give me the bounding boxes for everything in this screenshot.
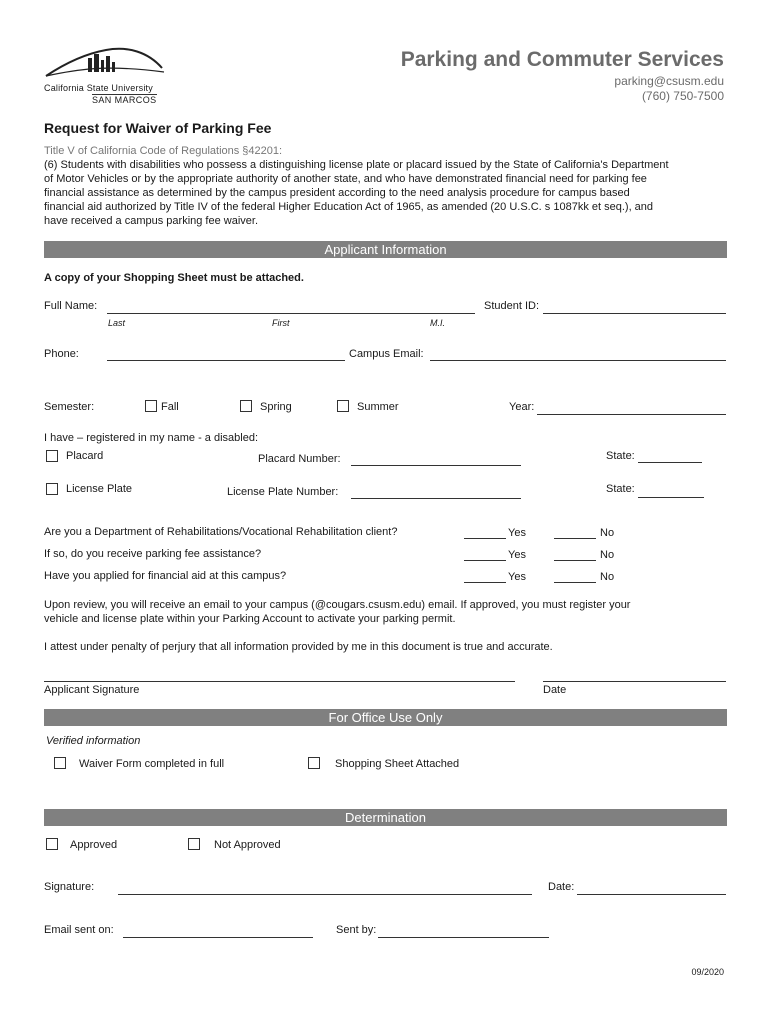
intro-line: of Motor Vehicles or by the appropriate authority of another state, and who have demonstrated financial need for parking fee (44, 173, 647, 185)
intro-line: have received a campus parking fee waiver. (44, 215, 259, 227)
header-title: Parking and Commuter Services (400, 48, 724, 71)
full-name-field[interactable] (107, 313, 475, 314)
full-name-label: Full Name: (44, 300, 98, 312)
license-plate-number-label: License Plate Number: (227, 486, 339, 498)
applicant-section-header: Applicant Information (44, 241, 727, 258)
office-section-header: For Office Use Only (44, 709, 727, 726)
placard-state-label: State: (606, 450, 635, 462)
form-title: Request for Waiver of Parking Fee (44, 120, 272, 136)
campus-email-label: Campus Email: (349, 348, 424, 360)
waiver-form-checkbox[interactable] (54, 757, 66, 769)
year-field[interactable] (537, 414, 726, 415)
student-id-field[interactable] (543, 313, 726, 314)
license-state-field[interactable] (638, 497, 704, 498)
assistance-yes-field[interactable] (464, 560, 506, 561)
year-label: Year: (509, 401, 535, 413)
assistance-question: If so, do you receive parking fee assistance? (44, 548, 262, 560)
semester-label: Semester: (44, 401, 95, 413)
logo-line1: California State University (44, 83, 153, 93)
applicant-date-label: Date (543, 684, 567, 696)
placard-number-label: Placard Number: (258, 453, 341, 465)
review-text: Upon review, you will receive an email to your campus (@cougars.csusm.edu) email. If approved, you must register your (44, 599, 631, 611)
regulation-reference: Title V of California Code of Regulations §42201: (44, 145, 283, 157)
student-id-label: Student ID: (484, 300, 540, 312)
financial-aid-no-label: No (600, 571, 615, 583)
license-plate-label: License Plate (66, 483, 133, 495)
determination-section-header: Determination (44, 809, 727, 826)
shopping-sheet-note: A copy of your Shopping Sheet must be attached. (44, 272, 304, 284)
verified-label: Verified information (46, 735, 141, 747)
license-plate-number-field[interactable] (351, 498, 521, 499)
fall-checkbox[interactable] (145, 400, 157, 412)
last-name-sublabel: Last (108, 318, 126, 328)
assistance-no-label: No (600, 549, 615, 561)
rehab-no-field[interactable] (554, 538, 596, 539)
approved-checkbox[interactable] (46, 838, 58, 850)
logo-skyline-icon (44, 44, 166, 80)
email-sent-field[interactable] (123, 937, 313, 938)
applicant-signature-field[interactable] (44, 681, 515, 682)
rehab-question: Are you a Department of Rehabilitations/Vocational Rehabilitation client? (44, 526, 398, 538)
rehab-yes-label: Yes (508, 527, 526, 539)
summer-label: Summer (357, 401, 399, 413)
logo-line2: SAN MARCOS (92, 95, 157, 105)
header-email[interactable]: parking@csusm.edu (614, 74, 724, 88)
applicant-signature-label: Applicant Signature (44, 684, 140, 696)
rehab-no-label: No (600, 527, 615, 539)
not-approved-label: Not Approved (214, 839, 281, 851)
sent-by-label: Sent by: (336, 924, 377, 936)
license-state-label: State: (606, 483, 635, 495)
attestation-text: I attest under penalty of perjury that all information provided by me in this document is true and accurate. (44, 641, 553, 653)
financial-aid-no-field[interactable] (554, 582, 596, 583)
registered-label: I have – registered in my name - a disabled: (44, 432, 259, 444)
spring-label: Spring (260, 401, 292, 413)
rehab-yes-field[interactable] (464, 538, 506, 539)
header-phone: (760) 750-7500 (641, 89, 724, 103)
phone-field[interactable] (107, 360, 345, 361)
office-date-field[interactable] (577, 894, 726, 895)
waiver-form-label: Waiver Form completed in full (79, 758, 225, 770)
spring-checkbox[interactable] (240, 400, 252, 412)
sent-by-field[interactable] (378, 937, 549, 938)
office-signature-field[interactable] (118, 894, 532, 895)
fall-label: Fall (161, 401, 179, 413)
office-date-label: Date: (548, 881, 575, 893)
office-signature-label: Signature: (44, 881, 95, 893)
shopping-sheet-label: Shopping Sheet Attached (335, 758, 460, 770)
review-text: vehicle and license plate within your Parking Account to activate your parking permit. (44, 613, 456, 625)
financial-aid-question: Have you applied for financial aid at this campus? (44, 570, 287, 582)
assistance-yes-label: Yes (508, 549, 526, 561)
phone-label: Phone: (44, 348, 79, 360)
financial-aid-yes-label: Yes (508, 571, 526, 583)
intro-line: financial assistance as determined by the campus president according to the need analysis procedure for campus based (44, 187, 630, 199)
placard-state-field[interactable] (638, 462, 702, 463)
assistance-no-field[interactable] (554, 560, 596, 561)
shopping-sheet-checkbox[interactable] (308, 757, 320, 769)
not-approved-checkbox[interactable] (188, 838, 200, 850)
campus-email-field[interactable] (430, 360, 726, 361)
summer-checkbox[interactable] (337, 400, 349, 412)
applicant-date-field[interactable] (543, 681, 726, 682)
mi-sublabel: M.I. (430, 318, 445, 328)
approved-label: Approved (70, 839, 118, 851)
placard-label: Placard (66, 450, 104, 462)
financial-aid-yes-field[interactable] (464, 582, 506, 583)
placard-checkbox[interactable] (46, 450, 58, 462)
email-sent-label: Email sent on: (44, 924, 114, 936)
placard-number-field[interactable] (351, 465, 521, 466)
first-name-sublabel: First (272, 318, 290, 328)
revision-date: 09/2020 (691, 967, 724, 977)
license-plate-checkbox[interactable] (46, 483, 58, 495)
intro-line: (6) Students with disabilities who possess a distinguishing license plate or placard issued by the State of California's Department (44, 159, 669, 171)
intro-line: financial aid authorized by Title IV of the federal Higher Education Act of 1965, as amended (20 U.S.C. s 1087kk et seq.), and (44, 201, 654, 213)
